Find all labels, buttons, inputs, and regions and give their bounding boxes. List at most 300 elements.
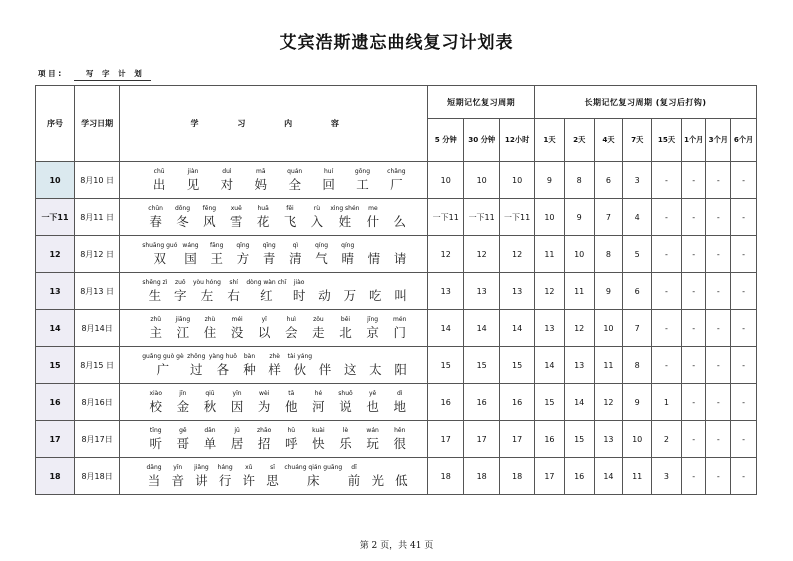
char-item (142, 236, 177, 272)
char-item (359, 310, 386, 346)
short-review-cell: 16 (428, 384, 464, 421)
project-label: 项 目 : (38, 69, 62, 78)
long-review-cell: 15 (535, 384, 565, 421)
char-item (287, 347, 312, 383)
pinyin: wáng (182, 242, 199, 249)
col-2day: 2天 (564, 119, 594, 162)
table-row (36, 384, 757, 421)
long-review-cell: 11 (535, 236, 565, 273)
pinyin: quán (287, 168, 303, 175)
hanzi-character: 左 (200, 288, 214, 303)
pinyin: jīng (367, 316, 379, 323)
hanzi-character: 校 (149, 399, 162, 414)
row-content (120, 347, 428, 384)
char-item (142, 310, 169, 346)
char-item (332, 384, 359, 420)
pinyin: hé (314, 390, 323, 397)
pinyin: huì (286, 316, 296, 323)
char-item (379, 162, 413, 198)
short-review-cell: 17 (500, 421, 535, 458)
short-review-cell: 16 (500, 384, 535, 421)
hanzi-character: 雪 (229, 214, 243, 229)
col-30min: 30 分钟 (464, 119, 500, 162)
char-item (390, 458, 414, 494)
hanzi-character: 音 (171, 473, 184, 488)
col-1day: 1天 (535, 119, 565, 162)
char-item (169, 310, 196, 346)
hanzi-character: 右 (227, 288, 240, 303)
pinyin: tài yáng (287, 353, 313, 360)
pinyin: háng (217, 464, 233, 471)
char-item (221, 273, 246, 309)
table-row (36, 236, 757, 273)
pinyin: zǒu (313, 316, 324, 323)
row-date: 8月10 日 (75, 162, 120, 199)
char-item (305, 421, 332, 457)
hanzi-character: 全 (288, 177, 301, 192)
pinyin: me (368, 205, 378, 212)
hanzi-character: 伙 (293, 362, 307, 377)
table-row (36, 199, 757, 236)
long-review-cell: - (731, 199, 757, 236)
long-review-cell: - (652, 310, 682, 347)
char-item (196, 384, 223, 420)
long-review-cell: - (731, 310, 757, 347)
hanzi-character: 广 (156, 362, 170, 377)
hanzi-character: 见 (186, 177, 200, 192)
char-item (386, 384, 413, 420)
char-item (169, 421, 196, 457)
hanzi-character: 地 (393, 399, 406, 414)
hanzi-character: 气 (315, 251, 328, 266)
pinyin: jiàn (187, 168, 199, 175)
char-item (251, 421, 278, 457)
char-item (278, 162, 312, 198)
long-review-cell: - (706, 421, 731, 458)
hanzi-character: 行 (218, 473, 232, 488)
hanzi-character: 出 (152, 177, 166, 192)
hanzi-character: 讲 (195, 473, 208, 488)
char-item (338, 347, 363, 383)
long-review-cell: 17 (535, 458, 565, 495)
long-review-cell: - (652, 199, 682, 236)
page-footer: 第 2 页，共 41 页 (359, 541, 434, 551)
long-review-cell: - (681, 310, 706, 347)
char-item (305, 384, 332, 420)
pinyin: qíng (314, 242, 329, 249)
col-1month: 1个月 (681, 119, 706, 162)
pinyin: shēng zì (142, 279, 168, 286)
long-review-cell: 3 (623, 162, 652, 199)
long-review-cell: 14 (535, 347, 565, 384)
pinyin: qíng (341, 242, 355, 249)
long-review-cell: - (681, 347, 706, 384)
long-review-cell: - (681, 458, 706, 495)
short-review-cell: 13 (500, 273, 535, 310)
pinyin: tā (288, 390, 295, 397)
long-review-cell: 9 (535, 162, 565, 199)
long-review-cell: 12 (594, 384, 623, 421)
char-item (312, 162, 346, 198)
long-review-cell: 2 (652, 421, 682, 458)
hanzi-character: 伴 (318, 362, 332, 377)
char-item (176, 162, 210, 198)
char-item (312, 347, 337, 383)
long-review-cell: 9 (564, 199, 594, 236)
hanzi-character: 么 (393, 214, 407, 229)
char-item (230, 236, 256, 272)
long-review-cell: 7 (594, 199, 623, 236)
pinyin: lè (342, 427, 349, 434)
hanzi-character: 叫 (394, 288, 407, 303)
hanzi-character: 回 (322, 177, 335, 192)
long-review-cell: 8 (623, 347, 652, 384)
char-item (387, 236, 413, 272)
hanzi-character: 当 (147, 473, 161, 488)
long-review-cell: 1 (652, 384, 682, 421)
row-seq: 14 (36, 310, 75, 347)
hanzi-character: 请 (393, 251, 407, 266)
header-row-top (36, 86, 757, 119)
char-item (196, 310, 223, 346)
hanzi-character: 因 (230, 399, 244, 414)
pinyin: qì (292, 242, 299, 249)
hanzi-character: 居 (230, 436, 244, 451)
hanzi-character: 太 (369, 362, 382, 377)
pinyin-char-grid (120, 458, 427, 494)
pinyin: zhāo (257, 427, 272, 434)
row-seq: 16 (36, 384, 75, 421)
short-review-cell: 12 (464, 236, 500, 273)
hanzi-character: 飞 (283, 214, 297, 229)
pinyin: jīn (179, 390, 187, 397)
short-review-cell: 18 (500, 458, 535, 495)
long-review-cell: - (681, 236, 706, 273)
pinyin: zhè (269, 353, 281, 360)
char-item (284, 458, 342, 494)
long-review-cell: - (706, 236, 731, 273)
row-content (120, 162, 428, 199)
short-term-group-header: 短期记忆复习周期 (428, 86, 535, 119)
short-review-cell: 15 (464, 347, 500, 384)
row-content (120, 458, 428, 495)
pinyin-char-grid (120, 347, 427, 383)
pinyin: xǔ (245, 464, 253, 471)
short-review-cell: 一下11 (464, 199, 500, 236)
pinyin: jiǎng (194, 464, 209, 471)
hanzi-character: 清 (289, 251, 302, 266)
pinyin-char-grid (120, 384, 427, 420)
long-review-cell: - (652, 236, 682, 273)
long-review-cell: 10 (535, 199, 565, 236)
long-review-cell: 12 (564, 310, 594, 347)
short-review-cell: 10 (464, 162, 500, 199)
hanzi-character: 为 (257, 399, 271, 414)
char-item (166, 458, 190, 494)
hanzi-character: 呼 (285, 436, 298, 451)
table-row (36, 421, 757, 458)
char-item (262, 347, 287, 383)
char-item (278, 421, 305, 457)
hanzi-character: 妈 (254, 177, 268, 192)
long-review-cell: - (681, 162, 706, 199)
long-review-cell: - (731, 384, 757, 421)
char-item (251, 310, 278, 346)
pinyin: huā (257, 205, 269, 212)
row-content (120, 384, 428, 421)
short-review-cell: 15 (428, 347, 464, 384)
short-review-cell: 14 (500, 310, 535, 347)
char-item (168, 273, 193, 309)
pinyin: zhǒng (187, 353, 206, 360)
long-review-cell: 10 (594, 310, 623, 347)
hanzi-character: 他 (285, 399, 298, 414)
long-review-cell: 9 (623, 384, 652, 421)
char-item (210, 162, 244, 198)
hanzi-character: 冬 (176, 214, 189, 229)
pinyin: shuāng guó (142, 242, 178, 249)
pinyin-char-grid (120, 273, 427, 309)
hanzi-character: 许 (242, 473, 256, 488)
long-review-cell: 9 (594, 273, 623, 310)
char-item (342, 458, 366, 494)
project-line (38, 68, 151, 81)
char-item (335, 236, 361, 272)
char-item (142, 458, 166, 494)
hanzi-character: 思 (266, 473, 279, 488)
char-item (332, 421, 359, 457)
row-seq: 一下11 (36, 199, 75, 236)
pinyin: gē (179, 427, 187, 434)
char-item (204, 236, 230, 272)
row-content (120, 273, 428, 310)
char-item (388, 347, 413, 383)
char-item (363, 347, 388, 383)
hanzi-character: 过 (190, 362, 203, 377)
pinyin-char-grid (120, 162, 427, 198)
char-item (237, 458, 261, 494)
char-item (193, 273, 221, 309)
long-review-cell: 8 (564, 162, 594, 199)
hanzi-character: 姓 (338, 214, 352, 229)
pinyin: mā (256, 168, 266, 175)
char-item (337, 273, 362, 309)
char-item (142, 273, 167, 309)
char-item (190, 458, 214, 494)
hanzi-character: 动 (318, 288, 331, 303)
pinyin: guǎng guò gè (142, 353, 184, 360)
pinyin: wèi (259, 390, 270, 397)
pinyin: qīng (236, 242, 250, 249)
long-review-cell: - (731, 236, 757, 273)
pinyin: yīn (232, 390, 242, 397)
short-review-cell: 14 (428, 310, 464, 347)
char-item (363, 273, 388, 309)
hanzi-character: 双 (153, 251, 167, 266)
table-row (36, 162, 757, 199)
pinyin: qiū (205, 390, 215, 397)
pinyin: rù (313, 205, 321, 212)
long-review-cell: 10 (564, 236, 594, 273)
char-item (386, 199, 413, 235)
long-review-cell: - (706, 347, 731, 384)
char-item (286, 273, 311, 309)
table-row (36, 458, 757, 495)
long-review-cell: - (652, 162, 682, 199)
hanzi-character: 厂 (390, 177, 403, 192)
long-review-cell: - (731, 347, 757, 384)
short-review-cell: 18 (428, 458, 464, 495)
pinyin: yòu hóng (192, 279, 221, 286)
hanzi-character: 会 (285, 325, 298, 340)
hanzi-character: 也 (366, 399, 379, 414)
char-item (386, 310, 413, 346)
row-date: 8月16日 (75, 384, 120, 421)
short-review-cell: 16 (464, 384, 500, 421)
hanzi-character: 万 (343, 288, 357, 303)
hanzi-character: 入 (310, 214, 324, 229)
pinyin: duì (222, 168, 232, 175)
char-item (142, 347, 184, 383)
col-15day: 15天 (652, 119, 682, 162)
char-item (332, 310, 359, 346)
hanzi-character: 秋 (203, 399, 217, 414)
long-review-cell: - (706, 273, 731, 310)
hanzi-character: 风 (203, 214, 216, 229)
table-row (36, 347, 757, 384)
table-row (36, 310, 757, 347)
hanzi-character: 床 (306, 473, 320, 488)
row-seq: 12 (36, 236, 75, 273)
char-item (386, 421, 413, 457)
hanzi-character: 晴 (341, 251, 354, 266)
char-item (142, 421, 169, 457)
pinyin: fēi (286, 205, 294, 212)
char-item (169, 199, 196, 235)
char-item (196, 199, 223, 235)
long-review-cell: 16 (535, 421, 565, 458)
long-review-cell: 14 (594, 458, 623, 495)
char-item (184, 347, 209, 383)
row-date: 8月15 日 (75, 347, 120, 384)
project-value: 写 字 计 划 (74, 68, 151, 81)
hanzi-character: 以 (257, 325, 271, 340)
long-review-cell: - (681, 421, 706, 458)
pinyin: xiào (149, 390, 163, 397)
pinyin: chǎng (387, 168, 406, 175)
pinyin: zhù (204, 316, 216, 323)
hanzi-character: 说 (339, 399, 352, 414)
long-review-cell: 6 (623, 273, 652, 310)
pinyin: shí (229, 279, 238, 286)
pinyin: bàn (243, 353, 256, 360)
hanzi-character: 什 (366, 214, 380, 229)
long-review-cell: 11 (594, 347, 623, 384)
pinyin: xuě (230, 205, 242, 212)
col-5min: 5 分钟 (428, 119, 464, 162)
hanzi-character: 字 (173, 288, 187, 303)
long-review-cell: - (731, 458, 757, 495)
row-content (120, 421, 428, 458)
pinyin: jiāng (175, 316, 191, 323)
long-review-cell: - (681, 199, 706, 236)
col-6month: 6个月 (731, 119, 757, 162)
pinyin: dì (396, 390, 403, 397)
col-7day: 7天 (623, 119, 652, 162)
char-item (282, 236, 308, 272)
hanzi-character: 红 (260, 288, 273, 303)
hanzi-character: 单 (203, 436, 217, 451)
hanzi-character: 时 (292, 288, 306, 303)
pinyin: yě (368, 390, 377, 397)
char-item (142, 199, 169, 235)
hanzi-character: 种 (243, 362, 256, 377)
char-item (213, 458, 237, 494)
pinyin: fāng (210, 242, 224, 249)
hanzi-character: 光 (371, 473, 384, 488)
pinyin: běi (340, 316, 351, 323)
long-review-cell: 11 (564, 273, 594, 310)
row-seq: 17 (36, 421, 75, 458)
row-seq: 18 (36, 458, 75, 495)
pinyin: xìng shén (330, 205, 360, 212)
row-seq: 10 (36, 162, 75, 199)
char-item (209, 347, 237, 383)
hanzi-character: 京 (366, 325, 379, 340)
pinyin: yǐ (261, 316, 267, 323)
char-item (223, 199, 250, 235)
char-item (224, 310, 251, 346)
hanzi-character: 河 (312, 399, 325, 414)
hanzi-character: 青 (262, 251, 276, 266)
pinyin: dī (351, 464, 357, 471)
pinyin: zhǔ (150, 316, 162, 323)
pinyin: sī (270, 464, 275, 471)
short-review-cell: 18 (464, 458, 500, 495)
char-item (196, 421, 223, 457)
long-review-cell: 7 (623, 310, 652, 347)
long-review-cell: 13 (564, 347, 594, 384)
long-review-cell: - (731, 421, 757, 458)
pinyin-char-grid (120, 310, 427, 346)
row-date: 8月12 日 (75, 236, 120, 273)
pinyin: jiào (293, 279, 305, 286)
short-review-cell: 10 (500, 162, 535, 199)
long-review-cell: - (731, 273, 757, 310)
hanzi-character: 工 (356, 177, 369, 192)
char-item (246, 273, 286, 309)
row-date: 8月11 日 (75, 199, 120, 236)
long-review-cell: 4 (623, 199, 652, 236)
col-4day: 4天 (594, 119, 623, 162)
row-date: 8月14日 (75, 310, 120, 347)
char-item (224, 421, 251, 457)
char-item (346, 162, 380, 198)
char-item (251, 384, 278, 420)
hanzi-character: 低 (395, 473, 408, 488)
char-item (359, 421, 386, 457)
hanzi-character: 门 (393, 325, 406, 340)
long-review-cell: - (706, 458, 731, 495)
row-content (120, 199, 428, 236)
char-item (361, 236, 387, 272)
short-review-cell: 10 (428, 162, 464, 199)
char-item (308, 236, 334, 272)
hanzi-character: 这 (343, 362, 357, 377)
char-item (261, 458, 285, 494)
short-review-cell: 12 (428, 236, 464, 273)
long-review-cell: 10 (623, 421, 652, 458)
